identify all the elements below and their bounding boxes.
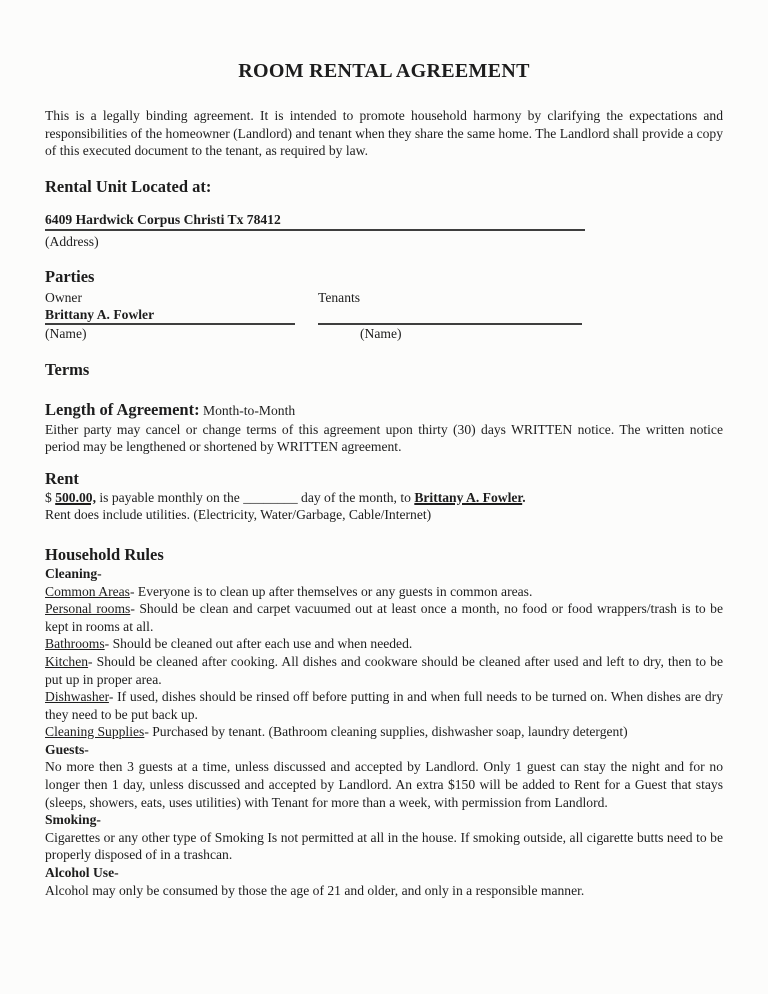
length-of-agreement-line	[45, 400, 723, 421]
rent-payable-text: is payable monthly on the	[99, 489, 240, 505]
rule-bathrooms	[45, 635, 723, 653]
parties-heading: Parties	[45, 267, 95, 287]
smoking-heading: Smoking-	[45, 812, 101, 828]
guests-heading: Guests-	[45, 741, 89, 757]
rent-heading: Rent	[45, 468, 79, 488]
rule-dishwasher	[45, 688, 723, 723]
alcohol-use-heading: Alcohol Use-	[45, 865, 119, 881]
rule-cleaning-supplies	[45, 723, 723, 741]
rule-dishwasher-label: Dishwasher	[45, 689, 109, 705]
address-caption: (Address)	[45, 233, 99, 249]
household-rules-heading: Household Rules	[45, 544, 164, 564]
rule-kitchen-text: - Should be cleaned after cooking. All dishes and cookware should be cleaned after used and left to dry, then to be put up in proper area.	[45, 653, 723, 687]
rule-bathrooms-label: Bathrooms	[45, 636, 105, 652]
smoking-body: Cigarettes or any other type of Smoking Is not permitted at all in the house. If smoking outside, all cigarette butts need to be properly disposed of in a trashcan.	[45, 829, 723, 863]
rule-cleaning-supplies-label: Cleaning Supplies	[45, 724, 145, 740]
rule-personal-rooms-label: Personal rooms	[45, 601, 131, 617]
owner-column	[45, 289, 295, 342]
rent-day-text: day of the month, to	[301, 489, 411, 505]
guests-body: No more then 3 guests at a time, unless discussed and accepted by Landlord. Only 1 guest can stay the night and for no longer then 1 day, unless discussed and accepted by Landlord. An extra $150 will be added to Rent for a Guest that stays (sleeps, showers, eats, uses utilities) with Tenant for more than a week, with permission from Landlord.	[45, 759, 723, 810]
owner-name: Brittany A. Fowler	[45, 306, 155, 322]
rule-common-areas	[45, 583, 723, 601]
rent-payee: Brittany A. Fowler	[414, 489, 523, 505]
address-value: 6409 Hardwick Corpus Christi Tx 78412	[45, 211, 281, 227]
parties-columns	[45, 289, 723, 342]
rule-personal-rooms-text: - Should be clean and carpet vacuumed out at least once a month, no food or food wrappers/trash is to be kept in rooms at all.	[45, 601, 723, 634]
rent-line	[45, 489, 723, 507]
rule-personal-rooms	[45, 600, 723, 635]
rent-payee-period: .	[522, 489, 526, 505]
cleaning-heading: Cleaning-	[45, 565, 102, 581]
rule-common-areas-label: Common Areas	[45, 583, 130, 599]
owner-name-caption: (Name)	[45, 325, 87, 341]
intro-paragraph: This is a legally binding agreement. It is intended to promote household harmony by clarifying the expectations and responsibilities of the homeowner (Landlord) and tenant when they share the same home. The Landlord shall provide a copy of this executed document to the tenant, as required by law.	[45, 108, 723, 159]
rule-common-areas-text: - Everyone is to clean up after themselves or any guests in common areas.	[129, 583, 533, 599]
terms-heading: Terms	[45, 359, 90, 379]
document-title: ROOM RENTAL AGREEMENT	[238, 60, 530, 82]
owner-label: Owner	[45, 290, 82, 306]
rent-amount: 500.00,	[55, 489, 96, 505]
rent-amount-prefix: $	[45, 489, 52, 505]
utilities-line: Rent does include utilities. (Electricity, Water/Garbage, Cable/Internet)	[45, 507, 432, 523]
alcohol-use-body: Alcohol may only be consumed by those the age of 21 and older, and only in a responsible manner.	[45, 882, 585, 898]
rental-unit-heading: Rental Unit Located at:	[45, 176, 212, 196]
rule-kitchen-label: Kitchen	[45, 653, 89, 669]
rule-kitchen	[45, 653, 723, 688]
length-of-agreement-value: Month-to-Month	[203, 402, 296, 418]
rent-day-blank: ________	[243, 489, 298, 505]
length-of-agreement-heading: Length of Agreement:	[45, 399, 200, 419]
rule-dishwasher-text: - If used, dishes should be rinsed off before putting in and when full needs to be turned on. When dishes are dry they need to be put back up.	[45, 689, 723, 722]
tenant-name-caption: (Name)	[360, 325, 402, 341]
length-of-agreement-body: Either party may cancel or change terms of this agreement upon thirty (30) days WRITTEN notice. The written notice period may be lengthened or shortened by WRITTEN agreement.	[45, 421, 723, 455]
tenants-label: Tenants	[318, 290, 361, 306]
tenant-name-line	[318, 307, 582, 325]
tenant-column	[318, 289, 582, 342]
address-line	[45, 212, 585, 231]
owner-name-line	[45, 307, 295, 325]
rule-cleaning-supplies-text: - Purchased by tenant. (Bathroom cleaning supplies, dishwasher soap, laundry detergent)	[144, 724, 628, 740]
rule-bathrooms-text: - Should be cleaned out after each use and when needed.	[104, 636, 413, 652]
